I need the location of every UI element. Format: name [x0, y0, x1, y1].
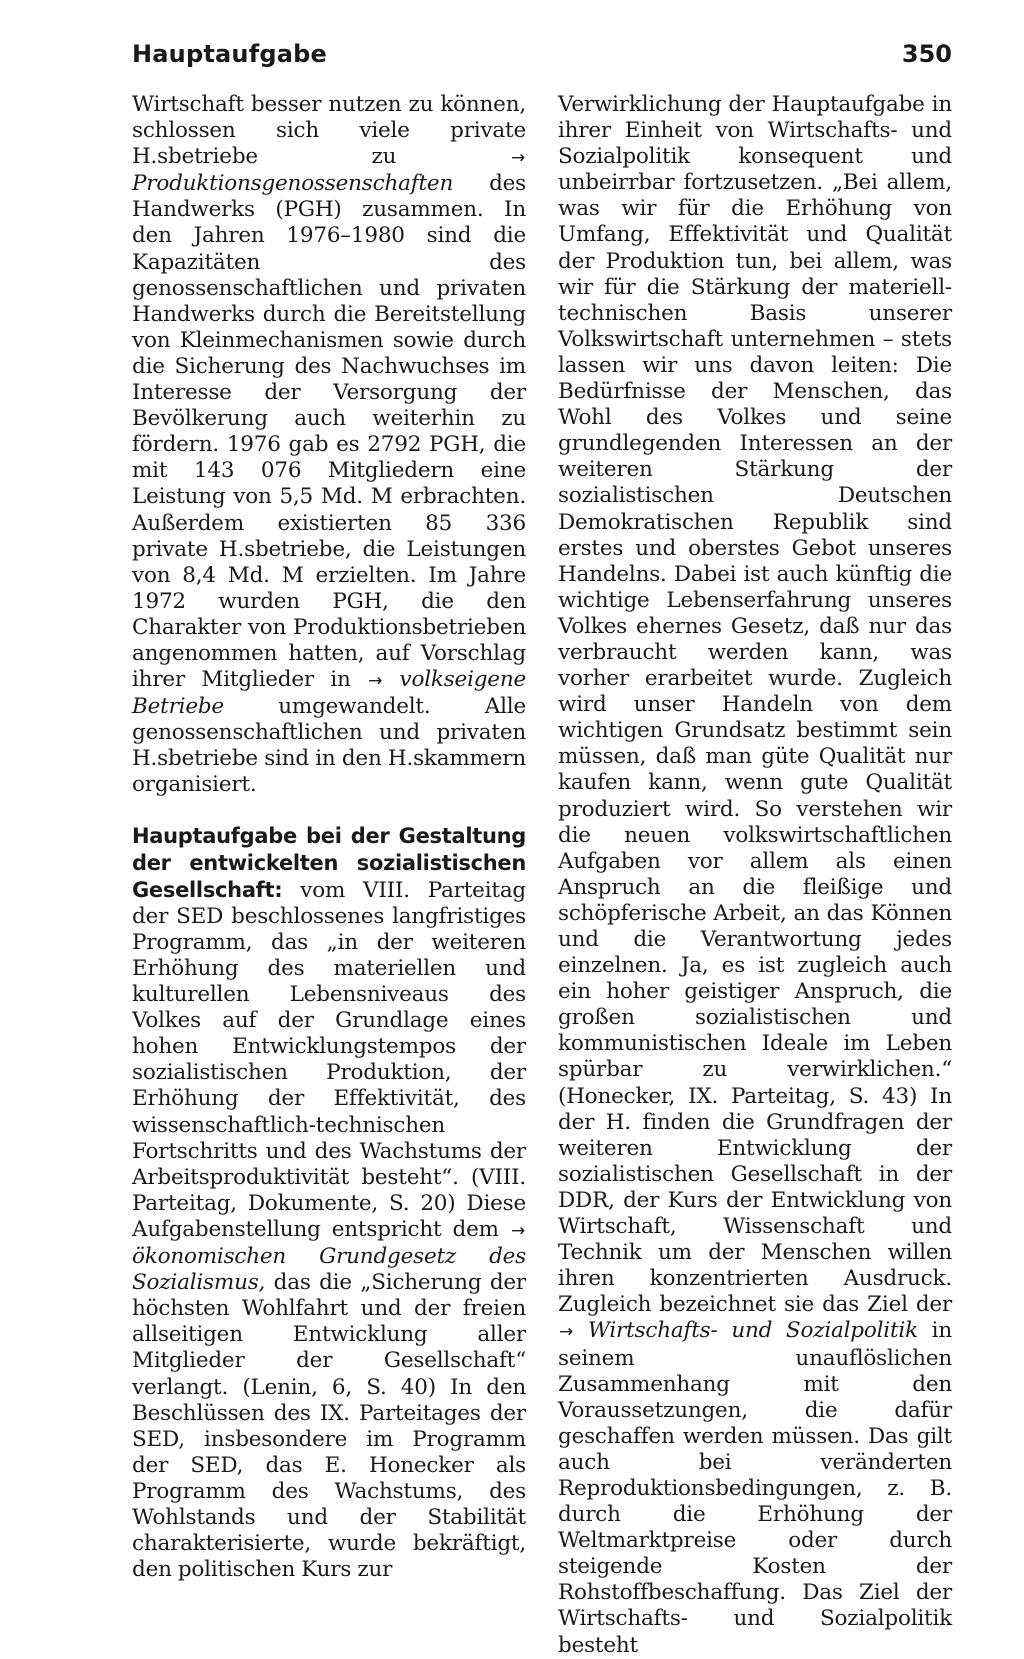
- cross-reference-link[interactable]: ökonomischen Grundgesetz des Sozialismus,: [132, 1244, 526, 1296]
- text-run: umgewandelt. Alle genossenschaftlichen und privaten H.sbetriebe sind in den H.skammern organisiert.: [132, 694, 526, 798]
- cross-reference-link[interactable]: Wirtschafts- und Sozialpolitik: [587, 1318, 918, 1344]
- text-run: das die „Sicherung der höchsten Wohlfahrt und der freien allseitigen Entwicklung aller Mitglieder der Gesellschaft“ verlangt. (Lenin, 6, S. 40) In den Beschlüssen des IX. Parteitages der SED, insbesondere im Programm der SED, das E. Honecker als Programm des Wachstums, des Wohlstands und der Stabilität charakterisierte, wurde bekräftigt, den politischen Kurs zur: [132, 1270, 527, 1583]
- left-column: [132, 92, 526, 1583]
- cross-reference-link[interactable]: Produktionsgenossenschaften: [132, 171, 454, 197]
- entry-continuation-handwerk: [132, 92, 526, 799]
- running-head: Hauptaufgabe: [132, 40, 327, 68]
- cross-reference-arrow-icon: →: [510, 1220, 525, 1241]
- entry-hauptaufgabe-continued: [558, 92, 952, 1659]
- page-header: [132, 40, 952, 80]
- text-run: Verwirklichung der Hauptaufgabe in ihrer Einheit von Wirtschafts- und Sozialpolitik konsequent und unbeirrbar fortzusetzen. „Bei allem, was wir für die Erhöhung von Umfang, Effektivität und Qualität der Produktion tun, bei allem, was wir für die Stärkung der materiell-technischen Basis unserer Volkswirtschaft unternehmen – stets lassen wir uns davon leiten: Die Bedürfnisse der Menschen, das Wohl des Volkes und seine grundlegenden Interessen an der weiteren Stärkung der sozialistischen Deutschen Demokratischen Republik sind erstes und oberstes Gebot unseres Handelns. Dabei ist auch künftig die wichtige Lebenserfahrung unseres Volkes ehernes Gesetz, daß nur das verbraucht werden kann, was vorher erarbeitet wurde. Zugleich wird unser Handeln von dem wichtigen Grundsatz bestimmt sein müssen, daß man güte Qualität nur kaufen kann, wenn gute Qualität produziert wird. So verstehen wir die neuen volkswirtschaftlichen Aufgaben vor allem als einen Anspruch an die fleißige und schöpferische Arbeit, an das Können und die Verantwortung jedes einzelnen. Ja, es ist zugleich auch ein hoher geistiger Anspruch, die großen sozialistischen und kommunistischen Ideale im Leben spürbar zu verwirklichen.“ (Honecker, IX. Parteitag, S. 43) In der H. finden die Grundfragen der weiteren Entwicklung der sozialistischen Gesellschaft in der DDR, der Kurs der Entwicklung von Wirtschaft, Wissenschaft und Technik um der Menschen willen ihren konzentrierten Ausdruck. Zugleich bezeichnet sie das Ziel der: [558, 92, 952, 1318]
- entry-headword: Hauptaufgabe bei der Gestaltung der entwickelten sozialistischen Gesellschaft:: [132, 823, 526, 902]
- right-column: [558, 92, 952, 1659]
- text-run: in seinem unauflöslichen Zusammenhang mit den Voraussetzungen, die dafür geschaffen werden müssen. Das gilt auch bei veränderten Reproduktionsbedingungen, z. B. durch die Erhöhung der Weltmarktpreise oder durch steigende Kosten der Rohstoffbeschaffung. Das Ziel der Wirtschafts- und Sozialpolitik besteht: [558, 1318, 952, 1658]
- text-run: des Handwerks (PGH) zusammen. In den Jahren 1976–1980 sind die Kapazitäten des genossenschaftlichen und privaten Handwerks durch die Bereitstellung von Kleinmechanismen sowie durch die Sicherung des Nachwuchses im Interesse der Versorgung der Bevölkerung auch weiterhin zu fördern. 1976 gab es 2792 PGH, die mit 143 076 Mitgliedern eine Leistung von 5,5 Md. M erbrachten. Außerdem existierten 85 336 private H.sbetriebe, die Leistungen von 8,4 Md. M erzielten. Im Jahre 1972 wurden PGH, die den Charakter von Produktionsbetrieben angenommen hatten, auf Vorschlag ihrer Mitglieder in: [132, 171, 526, 693]
- entry-hauptaufgabe: [132, 823, 526, 1584]
- text-run: Wirtschaft besser nutzen zu können, schlossen sich viele private H.sbetriebe zu: [132, 92, 526, 170]
- cross-reference-arrow-icon: →: [368, 671, 383, 692]
- text-run: vom VIII. Parteitag der SED beschlossenes langfristiges Programm, das „in der weiteren Erhöhung des materiellen und kulturellen Lebensniveaus des Volkes auf der Grundlage eines hohen Entwicklungstempos der sozialistischen Produktion, der Erhöhung der Effektivität, des wissenschaftlich-technischen Fortschritts und des Wachstums der Arbeitsproduktivität besteht“. (VIII. Parteitag, Dokumente, S. 20) Diese Aufgabenstellung entspricht dem: [132, 877, 526, 1242]
- cross-reference-arrow-icon: →: [510, 148, 525, 169]
- page-number: 350: [901, 40, 952, 68]
- cross-reference-arrow-icon: →: [559, 1322, 574, 1343]
- cross-reference-link[interactable]: volkseigene Betriebe: [132, 667, 527, 720]
